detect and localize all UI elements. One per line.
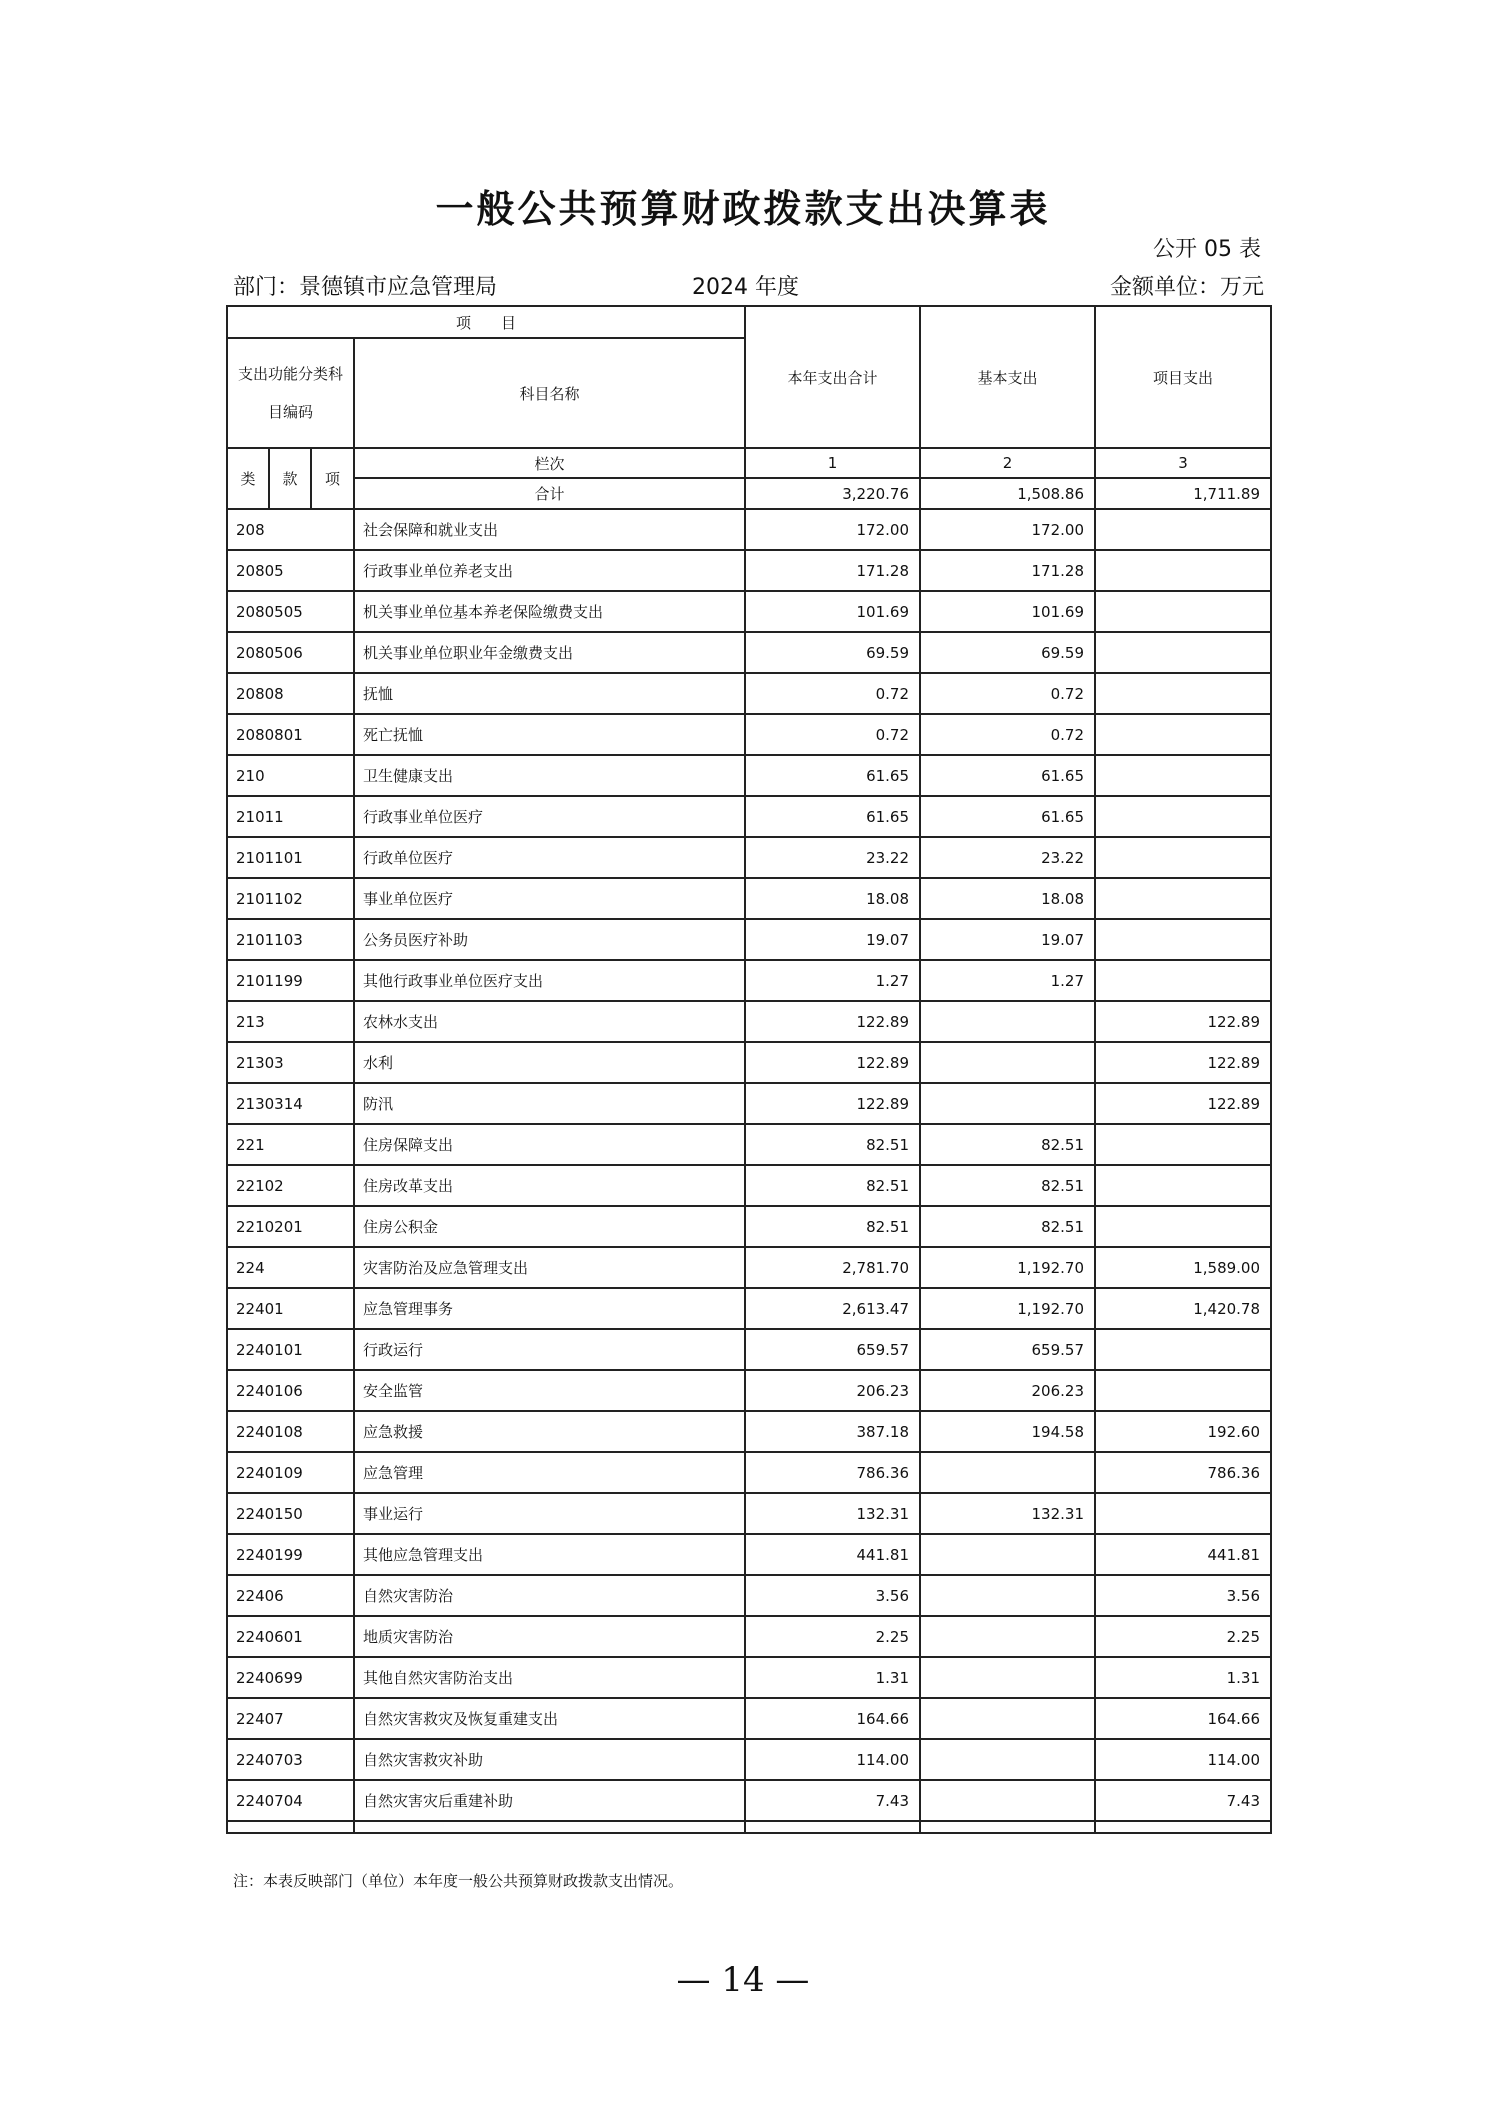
table-row — [227, 1370, 1271, 1411]
subject-name-cell: 机关事业单位职业年金缴费支出 — [354, 632, 745, 673]
subject-name-cell: 住房改革支出 — [354, 1165, 745, 1206]
total-cell: 69.59 — [745, 632, 920, 673]
table-row — [227, 632, 1271, 673]
total-cell: 0.72 — [745, 673, 920, 714]
basic-cell: 0.72 — [920, 714, 1095, 755]
level-xiang-header: 项 — [311, 448, 354, 509]
subject-name-cell: 卫生健康支出 — [354, 755, 745, 796]
table-row — [227, 509, 1271, 550]
department-label: 部门：景德镇市应急管理局 — [233, 275, 498, 300]
project-cell — [1095, 878, 1271, 919]
table-row — [227, 591, 1271, 632]
basic-cell — [920, 1534, 1095, 1575]
form-code: 公开 05 表 — [1153, 237, 1261, 262]
subject-code-cell: 208 — [227, 509, 354, 550]
subject-name-cell: 行政事业单位医疗 — [354, 796, 745, 837]
project-cell — [1095, 1493, 1271, 1534]
subject-code-cell: 2130314 — [227, 1083, 354, 1124]
subject-name-header: 科目名称 — [354, 338, 745, 448]
basic-cell: 82.51 — [920, 1206, 1095, 1247]
table-row — [227, 1329, 1271, 1370]
table-row — [227, 1083, 1271, 1124]
total-project-value: 1,711.89 — [1095, 478, 1271, 509]
total-cell: 1.31 — [745, 1657, 920, 1698]
basic-cell — [920, 1575, 1095, 1616]
project-cell — [1095, 509, 1271, 550]
table-row — [227, 1165, 1271, 1206]
subject-code-cell: 2240704 — [227, 1780, 354, 1821]
project-cell: 114.00 — [1095, 1739, 1271, 1780]
total-value: 3,220.76 — [745, 478, 920, 509]
total-cell: 171.28 — [745, 550, 920, 591]
basic-cell: 82.51 — [920, 1124, 1095, 1165]
total-cell: 1.27 — [745, 960, 920, 1001]
table-row — [227, 796, 1271, 837]
subject-name-cell: 死亡抚恤 — [354, 714, 745, 755]
empty-cell — [920, 1821, 1095, 1833]
subject-name-cell: 自然灾害防治 — [354, 1575, 745, 1616]
subject-code-cell: 2101102 — [227, 878, 354, 919]
subject-code-cell: 221 — [227, 1124, 354, 1165]
subject-code-cell: 210 — [227, 755, 354, 796]
subject-name-cell: 防汛 — [354, 1083, 745, 1124]
subject-name-cell: 事业单位医疗 — [354, 878, 745, 919]
table-row — [227, 1493, 1271, 1534]
project-cell: 7.43 — [1095, 1780, 1271, 1821]
project-cell — [1095, 591, 1271, 632]
page-title: 一般公共预算财政拨款支出决算表 — [435, 187, 1051, 231]
table-row — [227, 1042, 1271, 1083]
project-cell — [1095, 673, 1271, 714]
project-cell — [1095, 714, 1271, 755]
total-cell: 114.00 — [745, 1739, 920, 1780]
subject-code-cell: 2240106 — [227, 1370, 354, 1411]
subject-code-cell: 21303 — [227, 1042, 354, 1083]
total-cell: 122.89 — [745, 1001, 920, 1042]
total-cell: 122.89 — [745, 1083, 920, 1124]
total-label: 合计 — [354, 478, 745, 509]
subject-code-cell: 2240150 — [227, 1493, 354, 1534]
item-group-header: 项 目 — [227, 306, 745, 338]
subject-code-cell: 22102 — [227, 1165, 354, 1206]
subject-name-cell: 安全监管 — [354, 1370, 745, 1411]
subject-name-cell: 自然灾害灾后重建补助 — [354, 1780, 745, 1821]
table-row — [227, 878, 1271, 919]
total-cell: 132.31 — [745, 1493, 920, 1534]
subject-name-cell: 社会保障和就业支出 — [354, 509, 745, 550]
subject-code-cell: 213 — [227, 1001, 354, 1042]
total-cell: 7.43 — [745, 1780, 920, 1821]
basic-cell: 19.07 — [920, 919, 1095, 960]
project-cell: 1.31 — [1095, 1657, 1271, 1698]
subject-name-cell: 自然灾害救灾及恢复重建支出 — [354, 1698, 745, 1739]
basic-cell: 1,192.70 — [920, 1288, 1095, 1329]
level-lei-header: 类 — [227, 448, 269, 509]
total-cell: 122.89 — [745, 1042, 920, 1083]
subject-code-cell: 2101199 — [227, 960, 354, 1001]
subject-code-cell: 2240699 — [227, 1657, 354, 1698]
subject-name-cell: 机关事业单位基本养老保险缴费支出 — [354, 591, 745, 632]
total-cell: 206.23 — [745, 1370, 920, 1411]
basic-cell: 61.65 — [920, 755, 1095, 796]
total-cell: 2.25 — [745, 1616, 920, 1657]
total-cell: 61.65 — [745, 796, 920, 837]
subject-code-cell: 2240601 — [227, 1616, 354, 1657]
project-cell: 192.60 — [1095, 1411, 1271, 1452]
subject-code-cell: 2240101 — [227, 1329, 354, 1370]
project-cell — [1095, 755, 1271, 796]
empty-cell — [745, 1821, 920, 1833]
subject-name-cell: 其他自然灾害防治支出 — [354, 1657, 745, 1698]
total-cell: 164.66 — [745, 1698, 920, 1739]
subject-name-cell: 应急管理事务 — [354, 1288, 745, 1329]
table-spacer-row — [227, 1821, 1271, 1833]
total-cell: 3.56 — [745, 1575, 920, 1616]
subject-name-cell: 应急管理 — [354, 1452, 745, 1493]
basic-cell — [920, 1001, 1095, 1042]
subject-code-cell: 2080506 — [227, 632, 354, 673]
project-cell: 122.89 — [1095, 1042, 1271, 1083]
col-header-project: 项目支出 — [1095, 306, 1271, 448]
project-cell: 441.81 — [1095, 1534, 1271, 1575]
basic-cell — [920, 1452, 1095, 1493]
basic-cell: 23.22 — [920, 837, 1095, 878]
table-row — [227, 1247, 1271, 1288]
table-row — [227, 1575, 1271, 1616]
basic-cell — [920, 1780, 1095, 1821]
total-cell: 82.51 — [745, 1206, 920, 1247]
basic-cell — [920, 1698, 1095, 1739]
subject-code-cell: 22406 — [227, 1575, 354, 1616]
table-row — [227, 1288, 1271, 1329]
project-cell — [1095, 1165, 1271, 1206]
total-cell: 786.36 — [745, 1452, 920, 1493]
subject-name-cell: 水利 — [354, 1042, 745, 1083]
total-cell: 441.81 — [745, 1534, 920, 1575]
table-row — [227, 1698, 1271, 1739]
subject-code-cell: 20808 — [227, 673, 354, 714]
basic-cell: 101.69 — [920, 591, 1095, 632]
project-cell: 786.36 — [1095, 1452, 1271, 1493]
basic-cell: 132.31 — [920, 1493, 1095, 1534]
basic-cell: 69.59 — [920, 632, 1095, 673]
subject-name-cell: 抚恤 — [354, 673, 745, 714]
table-row — [227, 1780, 1271, 1821]
total-cell: 23.22 — [745, 837, 920, 878]
basic-cell — [920, 1042, 1095, 1083]
subject-name-cell: 公务员医疗补助 — [354, 919, 745, 960]
col-number-2: 2 — [920, 448, 1095, 478]
subject-code-cell: 2101101 — [227, 837, 354, 878]
col-header-total: 本年支出合计 — [745, 306, 920, 448]
project-cell — [1095, 1124, 1271, 1165]
table-row — [227, 714, 1271, 755]
empty-cell — [1095, 1821, 1271, 1833]
total-cell: 2,781.70 — [745, 1247, 920, 1288]
basic-cell: 61.65 — [920, 796, 1095, 837]
table-row — [227, 1739, 1271, 1780]
subject-code-cell: 22407 — [227, 1698, 354, 1739]
project-cell: 122.89 — [1095, 1083, 1271, 1124]
subject-name-cell: 农林水支出 — [354, 1001, 745, 1042]
subject-name-cell: 地质灾害防治 — [354, 1616, 745, 1657]
amount-unit: 金额单位：万元 — [1109, 275, 1264, 300]
table-row — [227, 919, 1271, 960]
subject-code-cell: 2101103 — [227, 919, 354, 960]
col-header-basic: 基本支出 — [920, 306, 1095, 448]
subject-code-cell: 2240109 — [227, 1452, 354, 1493]
subject-name-cell: 其他行政事业单位医疗支出 — [354, 960, 745, 1001]
subject-name-cell: 事业运行 — [354, 1493, 745, 1534]
basic-cell: 194.58 — [920, 1411, 1095, 1452]
total-cell: 61.65 — [745, 755, 920, 796]
subject-name-cell: 其他应急管理支出 — [354, 1534, 745, 1575]
total-cell: 101.69 — [745, 591, 920, 632]
table-row — [227, 1616, 1271, 1657]
project-cell — [1095, 919, 1271, 960]
basic-cell: 171.28 — [920, 550, 1095, 591]
subject-name-cell: 行政单位医疗 — [354, 837, 745, 878]
project-cell — [1095, 550, 1271, 591]
project-cell — [1095, 632, 1271, 673]
subject-code-cell: 2080505 — [227, 591, 354, 632]
subject-code-cell: 20805 — [227, 550, 354, 591]
subject-code-cell: 2240108 — [227, 1411, 354, 1452]
table-row — [227, 1124, 1271, 1165]
basic-cell: 659.57 — [920, 1329, 1095, 1370]
empty-cell — [227, 1821, 354, 1833]
total-cell: 2,613.47 — [745, 1288, 920, 1329]
basic-cell: 1,192.70 — [920, 1247, 1095, 1288]
col-number-3: 3 — [1095, 448, 1271, 478]
total-cell: 82.51 — [745, 1165, 920, 1206]
basic-cell — [920, 1739, 1095, 1780]
subject-name-cell: 自然灾害救灾补助 — [354, 1739, 745, 1780]
total-cell: 18.08 — [745, 878, 920, 919]
page-number: — 14 — — [676, 1960, 810, 2000]
total-cell: 172.00 — [745, 509, 920, 550]
subject-code-cell: 2240703 — [227, 1739, 354, 1780]
table-row — [227, 1657, 1271, 1698]
table-row — [227, 755, 1271, 796]
level-kuan-header: 款 — [269, 448, 311, 509]
table-row — [227, 550, 1271, 591]
col-number-1: 1 — [745, 448, 920, 478]
total-cell: 659.57 — [745, 1329, 920, 1370]
subject-name-cell: 应急救援 — [354, 1411, 745, 1452]
project-cell: 1,420.78 — [1095, 1288, 1271, 1329]
table-row — [227, 1001, 1271, 1042]
subject-code-cell: 2240199 — [227, 1534, 354, 1575]
func-class-code-header: 支出功能分类科目编码 — [227, 338, 354, 448]
basic-cell: 82.51 — [920, 1165, 1095, 1206]
project-cell — [1095, 1329, 1271, 1370]
subject-code-cell: 22401 — [227, 1288, 354, 1329]
project-cell — [1095, 837, 1271, 878]
project-cell — [1095, 1370, 1271, 1411]
table-row — [227, 1206, 1271, 1247]
empty-cell — [354, 1821, 745, 1833]
basic-cell: 206.23 — [920, 1370, 1095, 1411]
project-cell — [1095, 796, 1271, 837]
total-cell: 19.07 — [745, 919, 920, 960]
project-cell — [1095, 960, 1271, 1001]
project-cell — [1095, 1206, 1271, 1247]
subject-code-cell: 2080801 — [227, 714, 354, 755]
total-cell: 82.51 — [745, 1124, 920, 1165]
basic-cell: 172.00 — [920, 509, 1095, 550]
subject-code-cell: 224 — [227, 1247, 354, 1288]
project-cell: 164.66 — [1095, 1698, 1271, 1739]
basic-cell: 18.08 — [920, 878, 1095, 919]
subject-name-cell: 行政事业单位养老支出 — [354, 550, 745, 591]
project-cell: 1,589.00 — [1095, 1247, 1271, 1288]
table-row — [227, 837, 1271, 878]
basic-cell: 1.27 — [920, 960, 1095, 1001]
footnote: 注：本表反映部门（单位）本年度一般公共预算财政拨款支出情况。 — [233, 1872, 684, 1890]
expenditure-table — [226, 305, 1272, 1834]
basic-cell — [920, 1616, 1095, 1657]
basic-cell — [920, 1657, 1095, 1698]
subject-code-cell: 2210201 — [227, 1206, 354, 1247]
project-cell: 122.89 — [1095, 1001, 1271, 1042]
subject-name-cell: 行政运行 — [354, 1329, 745, 1370]
basic-cell: 0.72 — [920, 673, 1095, 714]
total-basic-value: 1,508.86 — [920, 478, 1095, 509]
fiscal-year: 2024 年度 — [692, 275, 799, 300]
subject-name-cell: 灾害防治及应急管理支出 — [354, 1247, 745, 1288]
total-cell: 0.72 — [745, 714, 920, 755]
project-cell: 2.25 — [1095, 1616, 1271, 1657]
table-row — [227, 673, 1271, 714]
table-row — [227, 1411, 1271, 1452]
row-number-label: 栏次 — [354, 448, 745, 478]
subject-name-cell: 住房保障支出 — [354, 1124, 745, 1165]
total-cell: 387.18 — [745, 1411, 920, 1452]
subject-name-cell: 住房公积金 — [354, 1206, 745, 1247]
table-row — [227, 960, 1271, 1001]
subject-code-cell: 21011 — [227, 796, 354, 837]
table-row — [227, 1452, 1271, 1493]
table-row — [227, 1534, 1271, 1575]
project-cell: 3.56 — [1095, 1575, 1271, 1616]
basic-cell — [920, 1083, 1095, 1124]
